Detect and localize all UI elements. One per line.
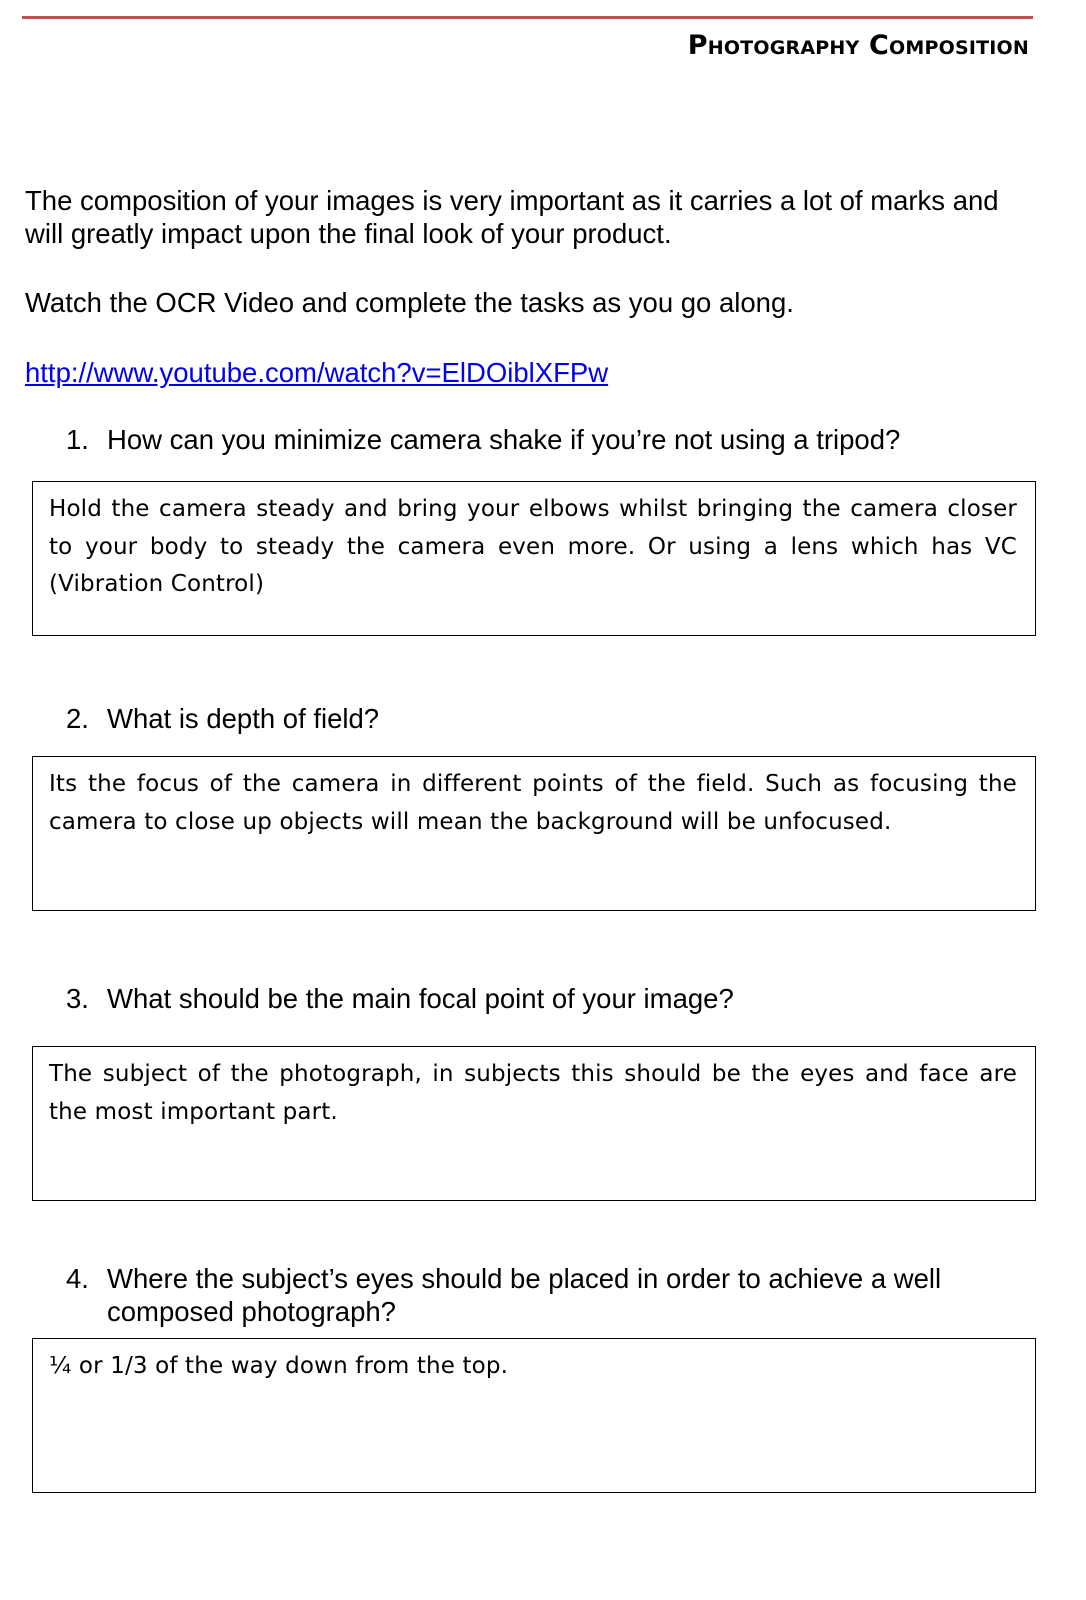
video-link[interactable]: http://www.youtube.com/watch?v=ElDOiblXFPw (25, 357, 609, 388)
answer-box-2[interactable]: Its the focus of the camera in different points of the field. Such as focusing the camera to close up objects will mean the background will be unfocused. (32, 756, 1036, 911)
question-text: How can you minimize camera shake if you’re not using a tripod? (107, 424, 901, 455)
answer-box-4[interactable]: ¼ or 1/3 of the way down from the top. (32, 1338, 1036, 1493)
question-4 (66, 1262, 967, 1328)
question-3 (66, 982, 967, 1015)
question-number: 4. (66, 1263, 89, 1294)
question-number: 1. (66, 424, 89, 455)
question-text: What is depth of field? (107, 703, 380, 734)
question-number: 2. (66, 703, 89, 734)
question-1 (66, 423, 967, 456)
answer-box-3[interactable]: The subject of the photograph, in subjects this should be the eyes and face are the most important part. (32, 1046, 1036, 1201)
answer-box-1[interactable]: Hold the camera steady and bring your elbows whilst bringing the camera closer to your body to steady the camera even more. Or using a lens which has VC (Vibration Control) (32, 481, 1036, 636)
page-title: Photography Composition (687, 30, 1029, 61)
question-number: 3. (66, 983, 89, 1014)
question-text: Where the subject’s eyes should be placed in order to achieve a well composed photograph? (107, 1263, 942, 1327)
question-2 (66, 702, 967, 735)
header-rule (22, 16, 1033, 19)
intro-paragraph: The composition of your images is very important as it carries a lot of marks and will greatly impact upon the final look of your product. (25, 185, 999, 249)
question-text: What should be the main focal point of your image? (107, 983, 734, 1014)
instruction-text: Watch the OCR Video and complete the tasks as you go along. (25, 287, 794, 318)
